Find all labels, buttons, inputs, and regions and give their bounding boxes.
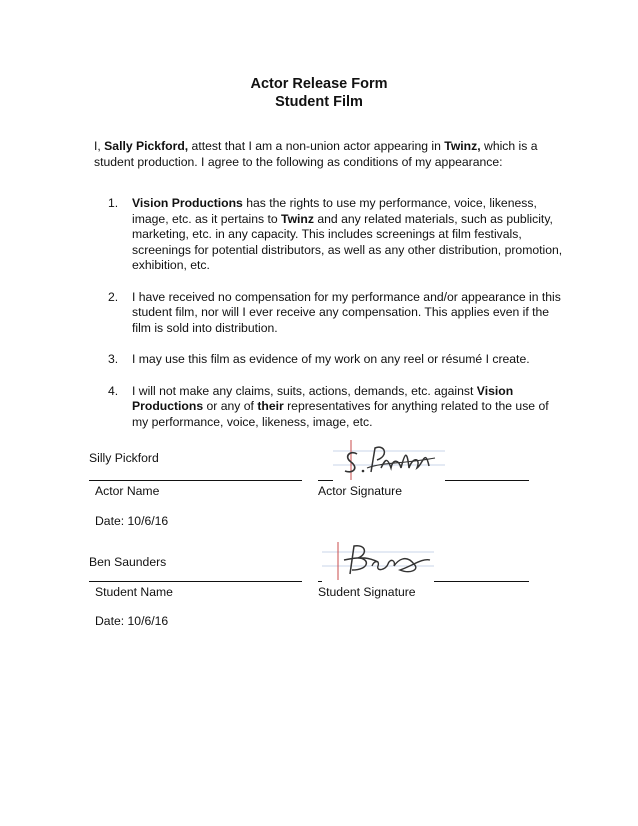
actor-signature-image xyxy=(333,438,445,482)
student-date: Date: 10/6/16 xyxy=(95,614,169,628)
list-item xyxy=(108,290,568,337)
item-text: I have received no compensation for my performance and/or appearance in this student film, nor will I ever receive any compensation. This applies even if the film is sold into distribution. xyxy=(132,289,561,335)
intro-paragraph xyxy=(94,138,564,170)
item-number: 2. xyxy=(108,289,119,304)
list-item xyxy=(108,384,568,431)
actor-name-line xyxy=(89,480,302,481)
student-name-label: Student Name xyxy=(95,585,173,599)
item-text: representatives for anything related to the use of my performance, voice, likeness, image, etc. xyxy=(132,399,549,429)
intro-text: attest that I am a non-union actor appearing in xyxy=(188,139,445,153)
emphasis-text: their xyxy=(257,399,284,413)
company-name: Vision Productions xyxy=(132,196,243,210)
list-item xyxy=(108,352,568,368)
item-text: I may use this film as evidence of my work on any reel or résumé I create. xyxy=(132,352,530,366)
actor-name-value: Silly Pickford xyxy=(89,451,159,465)
item-text: has the rights to use my performance, voice, likeness, image, etc. as it pertains to xyxy=(132,196,537,226)
item-text: or any of xyxy=(203,399,258,413)
intro-text: I, xyxy=(94,139,105,153)
form-subtitle: Student Film xyxy=(275,94,363,110)
conditions-list xyxy=(108,196,568,446)
intro-text: which is a student production. I agree to the following as conditions of my appearance: xyxy=(94,139,538,169)
film-title-inline: Twinz, xyxy=(444,139,481,153)
item-number: 1. xyxy=(108,196,119,210)
item-number: 4. xyxy=(108,383,119,398)
film-title: Twinz xyxy=(281,211,314,226)
form-title: Actor Release Form xyxy=(250,76,388,92)
company-name: Vision Productions xyxy=(132,383,514,413)
actor-name-label: Actor Name xyxy=(95,484,160,498)
item-text: I will not make any claims, suits, actions, demands, etc. against xyxy=(132,383,477,398)
item-number: 3. xyxy=(108,352,119,366)
student-name-line xyxy=(89,581,302,582)
list-item xyxy=(108,196,568,274)
actor-name-inline: Sally Pickford, xyxy=(104,139,189,153)
actor-date: Date: 10/6/16 xyxy=(95,514,169,528)
student-signature-image xyxy=(322,540,434,582)
student-name-value: Ben Saunders xyxy=(89,555,167,569)
actor-signature-label: Actor Signature xyxy=(318,484,403,498)
item-text: and any related materials, such as publicity, marketing, etc. in any capacity. This includes screenings at film festivals, screenings for potential distributors, as well as any other distribution, promotion, exhibition, etc. xyxy=(132,211,563,272)
student-signature-label: Student Signature xyxy=(318,585,416,599)
